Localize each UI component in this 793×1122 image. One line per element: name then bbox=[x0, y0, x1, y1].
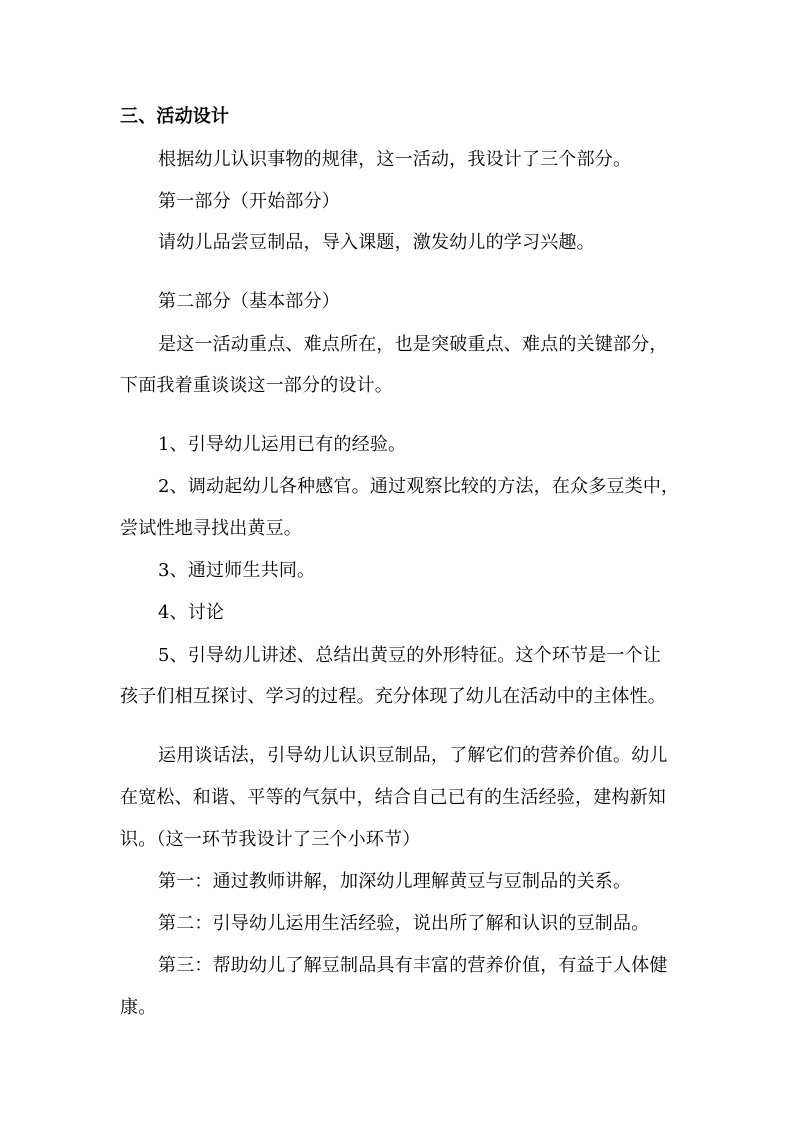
step-4: 4、讨论 bbox=[158, 602, 225, 623]
intro-paragraph: 根据幼儿认识事物的规律，这一活动，我设计了三个部分。 bbox=[158, 149, 632, 170]
step-5-line2: 孩子们相互探讨、学习的过程。充分体现了幼儿在活动中的主体性。 bbox=[120, 686, 666, 707]
step-3: 3、通过师生共同。 bbox=[158, 560, 316, 581]
conversation-paragraph-line3: 识。（这一环节我设计了三个小环节） bbox=[120, 829, 421, 850]
part-two-text-line1: 是这一活动重点、难点所在，也是突破重点、难点的关键部分， bbox=[158, 334, 668, 355]
step-5-line1: 5、引导幼儿讲述、总结出黄豆的外形特征。这个环节是一个让 bbox=[158, 645, 662, 666]
part-one-title: 第一部分（开始部分） bbox=[158, 191, 340, 212]
sub-step-1: 第一：通过教师讲解，加深幼儿理解黄豆与豆制品的关系。 bbox=[158, 871, 632, 892]
step-2-line1: 2、调动起幼儿各种感官。通过观察比较的方法，在众多豆类中， bbox=[158, 476, 680, 497]
part-two-text-line2: 下面我着重谈谈这一部分的设计。 bbox=[120, 375, 393, 396]
conversation-paragraph-line2: 在宽松、和谐、平等的气氛中，结合自己已有的生活经验，建构新知 bbox=[120, 787, 666, 808]
part-one-text: 请幼儿品尝豆制品，导入课题，激发幼儿的学习兴趣。 bbox=[158, 232, 595, 253]
sub-step-3-line1: 第三：帮助幼儿了解豆制品具有丰富的营养价值，有益于人体健 bbox=[158, 955, 668, 976]
conversation-paragraph-line1: 运用谈话法，引导幼儿认识豆制品，了解它们的营养价值。幼儿 bbox=[158, 745, 668, 766]
sub-step-2: 第二：引导幼儿运用生活经验，说出所了解和认识的豆制品。 bbox=[158, 913, 650, 934]
sub-step-3-line2: 康。 bbox=[120, 997, 157, 1018]
section-heading: 三、活动设计 bbox=[120, 106, 230, 127]
step-2-line2: 尝试性地寻找出黄豆。 bbox=[120, 518, 302, 539]
step-1: 1、引导幼儿运用已有的经验。 bbox=[158, 434, 407, 455]
part-two-title: 第二部分（基本部分） bbox=[158, 291, 340, 312]
